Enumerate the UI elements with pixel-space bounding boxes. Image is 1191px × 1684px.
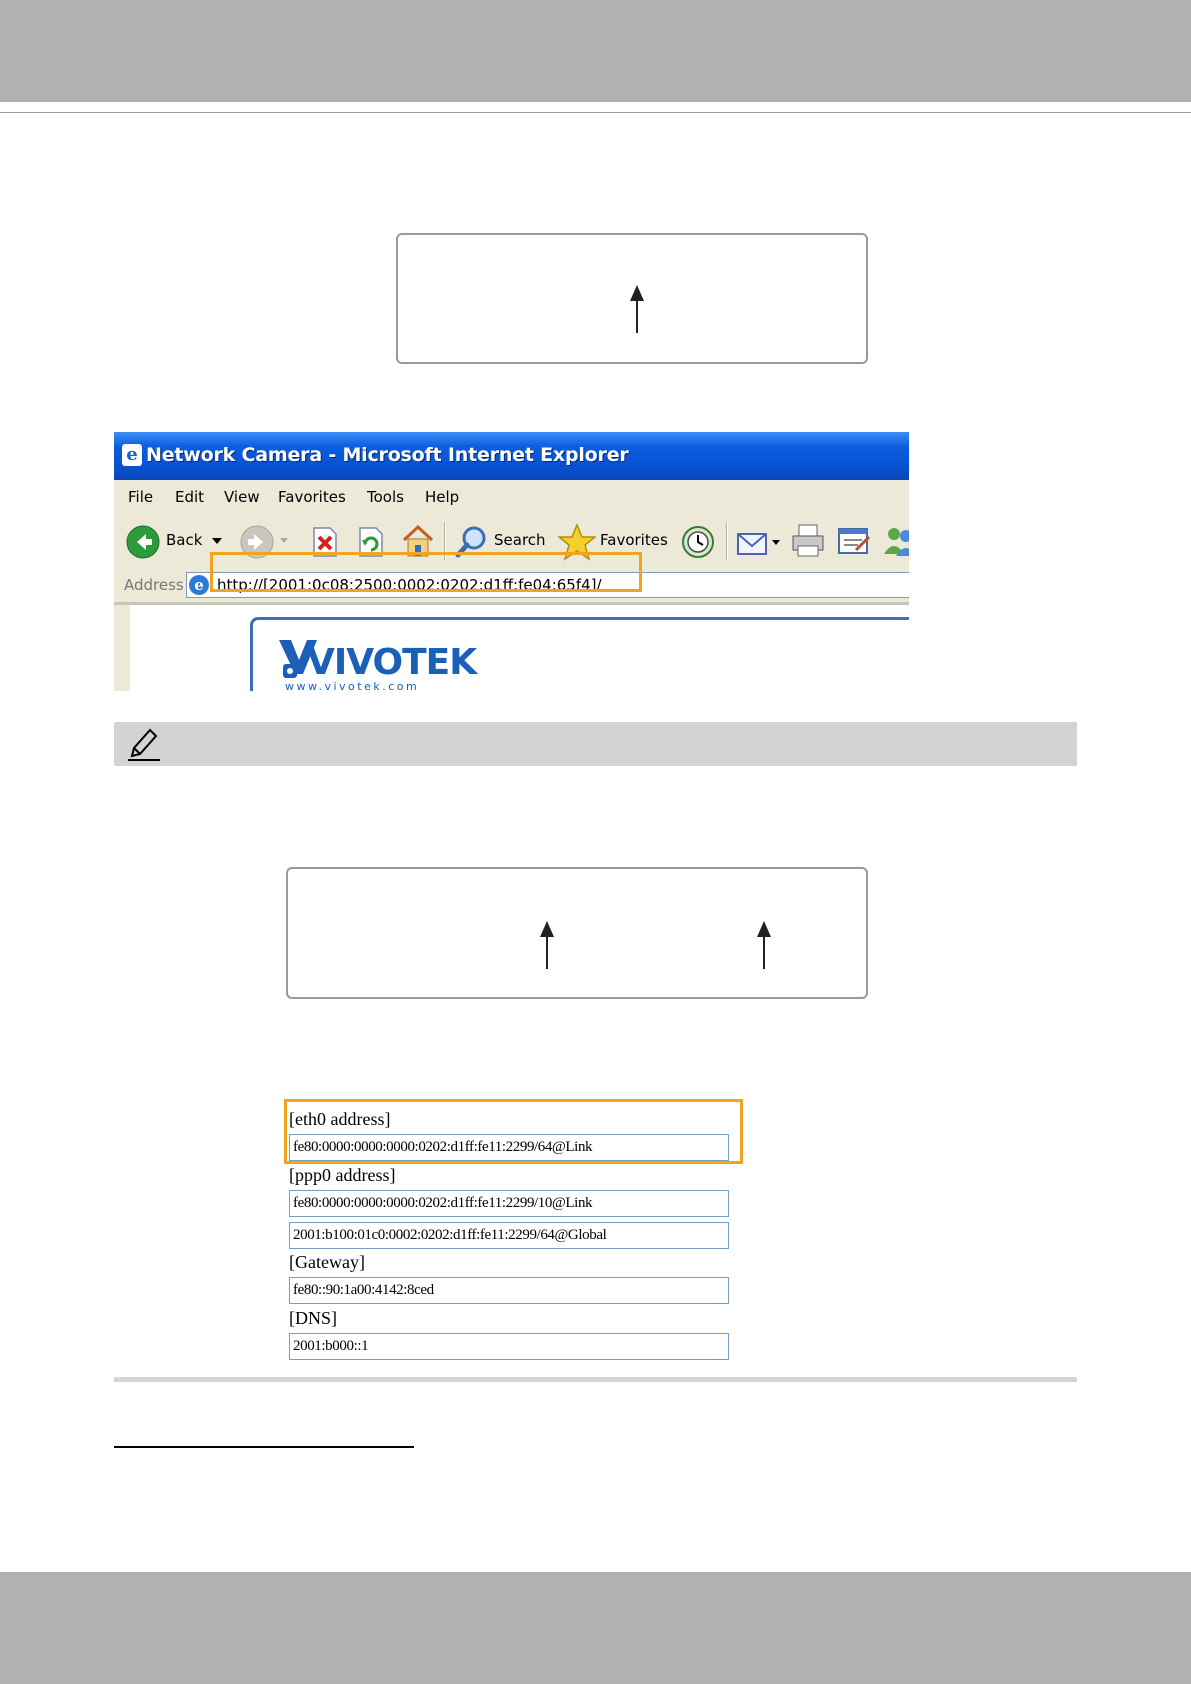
section-rule: [114, 1377, 1077, 1382]
ppp0-label: [ppp0 address]: [289, 1165, 396, 1185]
menu-view[interactable]: View: [224, 488, 260, 506]
ppp0-link-address-value: fe80:0000:0000:0000:0202:d1ff:fe11:2299/10@Link: [293, 1195, 593, 1211]
favorites-label: Favorites: [600, 531, 668, 549]
ie-page-icon: e: [189, 575, 209, 595]
content-gutter: [114, 605, 130, 691]
messenger-icon[interactable]: [882, 524, 909, 558]
eth0-label: [eth0 address]: [289, 1109, 391, 1129]
dns-label: [DNS]: [289, 1308, 337, 1328]
chevron-down-icon: [280, 538, 288, 543]
eth0-address-value: fe80:0000:0000:0000:0202:d1ff:fe11:2299/64@Link: [293, 1139, 593, 1155]
address-label: Address: [124, 576, 184, 594]
page-header-band: [0, 0, 1191, 102]
footnote-rule: [114, 1446, 414, 1448]
page-footer-band: [0, 1572, 1191, 1684]
back-arrow-icon: [126, 525, 160, 559]
dns-value: 2001:b000::1: [293, 1338, 369, 1354]
history-icon[interactable]: [680, 524, 716, 560]
gateway-field: [289, 1277, 729, 1304]
menu-favorites[interactable]: Favorites: [278, 488, 346, 506]
chevron-down-icon: [212, 538, 222, 544]
content-frame: [250, 617, 909, 691]
dns-field: [289, 1333, 729, 1360]
mail-button[interactable]: [736, 524, 784, 560]
browser-content: [114, 602, 909, 691]
arrow-up-icon: [763, 935, 765, 969]
note-bar: [114, 722, 1077, 766]
window-title: Network Camera - Microsoft Internet Explorer: [146, 444, 629, 466]
edit-icon[interactable]: [836, 524, 872, 558]
diagram-box-top: [396, 233, 868, 364]
svg-text:VIVOTEK: VIVOTEK: [307, 642, 477, 683]
arrow-up-icon: [636, 299, 638, 333]
address-url: http://[2001:0c08:2500:0002:0202:d1ff:fe04:65f4]/: [217, 576, 602, 594]
svg-text:www.vivotek.com: www.vivotek.com: [285, 680, 420, 693]
ppp0-global-address-value: 2001:b100:01c0:0002:0202:d1ff:fe11:2299/64@Global: [293, 1227, 607, 1243]
address-highlight-box: [210, 552, 642, 592]
chevron-down-icon: [772, 540, 780, 545]
ppp0-link-address-field: [289, 1190, 729, 1217]
menu-edit[interactable]: Edit: [175, 488, 205, 506]
diagram-box-bottom: [286, 867, 868, 999]
gateway-value: fe80::90:1a00:4142:8ced: [293, 1282, 434, 1298]
menu-bar: [114, 480, 909, 515]
gateway-label: [Gateway]: [289, 1252, 365, 1272]
vivotek-logo: [277, 634, 487, 691]
back-label: Back: [166, 531, 203, 549]
arrow-up-icon: [546, 935, 548, 969]
mail-icon: [736, 526, 770, 558]
ie-logo-icon: e: [122, 444, 142, 466]
title-bar: [114, 432, 909, 480]
menu-help[interactable]: Help: [425, 488, 460, 506]
toolbar-separator: [726, 522, 728, 560]
menu-tools[interactable]: Tools: [367, 488, 404, 506]
search-label: Search: [494, 531, 546, 549]
print-icon[interactable]: [790, 522, 826, 560]
eth0-highlight-box: [284, 1099, 743, 1164]
pencil-icon: [124, 726, 160, 762]
header-rule: [0, 112, 1191, 113]
menu-file[interactable]: File: [128, 488, 154, 506]
ppp0-global-address-field: [289, 1222, 729, 1249]
